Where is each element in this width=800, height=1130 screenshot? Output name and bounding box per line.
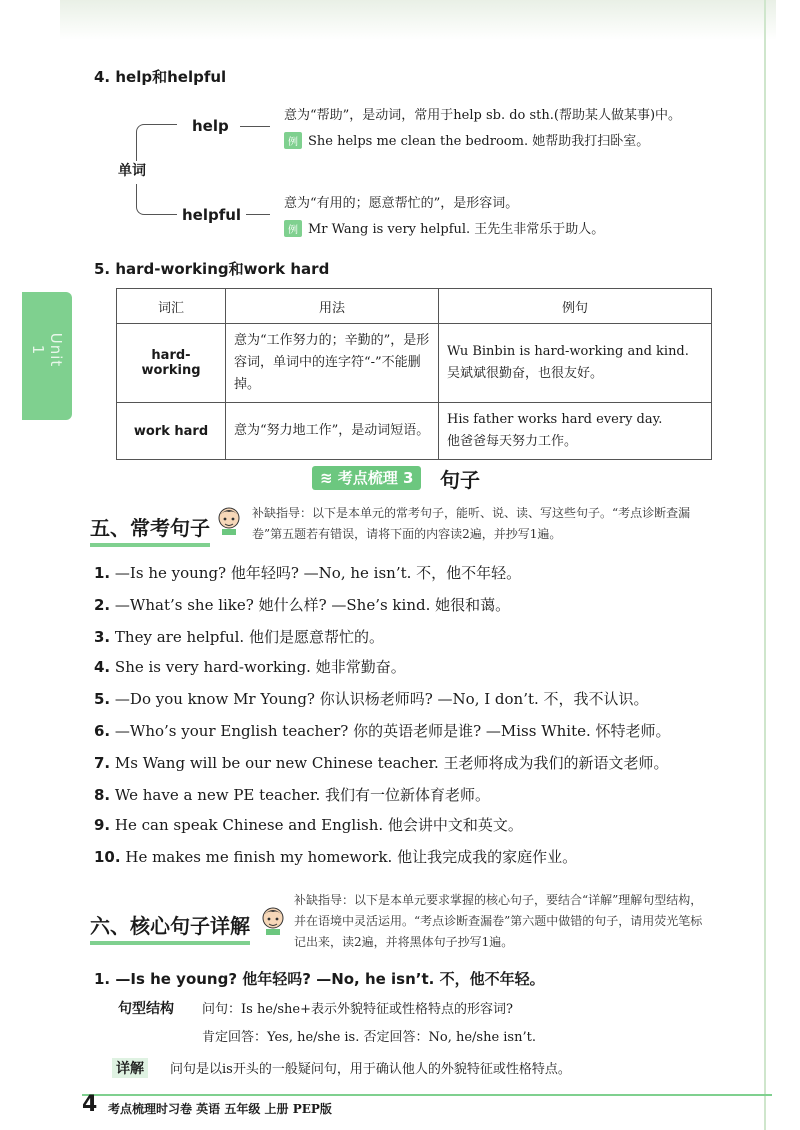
- sentence-text: She is very hard-working. 她非常勤奋。: [114, 658, 406, 676]
- table-cell-example: [439, 403, 712, 460]
- sentence-num: 10.: [94, 848, 121, 866]
- sentence-text: He makes me finish my homework. 他让我完成我的家庭作业。: [125, 848, 578, 866]
- part5-heading-text: 五、常考句子: [90, 516, 210, 540]
- part5-note: 补缺指导：以下是本单元的常考句子，能听、说、读、写这些句子。“考点诊断查漏卷”第五题若有错误，请将下面的内容读2遍，并抄写1遍。: [252, 506, 691, 541]
- core-sentence-1: 1. —Is he young? 他年轻吗? —No, he isn’t. 不，他不年轻。: [94, 970, 545, 988]
- table-row: [117, 403, 712, 460]
- sentence-text: —Who’s your English teacher? 你的英语老师是谁? —Miss White. 怀特老师。: [114, 722, 671, 740]
- section-banner: ≋ 考点梳理 3: [312, 466, 421, 490]
- table-header: 例句: [439, 289, 712, 324]
- sentence-text: Ms Wang will be our new Chinese teacher. 王老师将成为我们的新语文老师。: [114, 754, 669, 772]
- table-header-row: [117, 289, 712, 324]
- table-cell-usage: 意为“工作努力的；辛勤的”，是形容词，单词中的连字符“-”不能删掉。: [226, 324, 439, 403]
- help-connector: [240, 126, 270, 127]
- table-row: [117, 324, 712, 403]
- page-number: 4: [82, 1092, 98, 1117]
- part5-heading: [90, 512, 210, 541]
- sentence-item: [94, 626, 384, 647]
- example-en: Wu Binbin is hard-working and kind.: [447, 344, 689, 359]
- table-cell-word: work hard: [117, 403, 226, 460]
- heading-underline: [90, 543, 210, 547]
- unit-side-tab[interactable]: [22, 292, 72, 420]
- sentence-item: [94, 720, 671, 741]
- sentence-num: 5.: [94, 690, 111, 708]
- sentence-num: 3.: [94, 628, 111, 646]
- footer-text: 考点梳理时习卷 英语 五年级 上册 PEP版: [108, 1102, 332, 1116]
- part6-heading-text: 六、核心句子详解: [90, 914, 250, 938]
- usage-table: [116, 288, 712, 460]
- sentence-num: 1.: [94, 564, 111, 582]
- tree-branch-top: [136, 124, 177, 161]
- example-en: His father works hard every day.: [447, 412, 663, 427]
- explain-text: 问句是以is开头的一般疑问句，用于确认他人的外貌特征或性格特点。: [170, 1062, 571, 1077]
- sentence-text: He can speak Chinese and English. 他会讲中文和英文。: [114, 816, 523, 834]
- structure-label: 句型结构: [118, 1001, 174, 1017]
- table-cell-example: [439, 324, 712, 403]
- sentence-item: [94, 784, 490, 805]
- sentence-item: [94, 656, 406, 677]
- sentence-item: [94, 562, 521, 583]
- example-badge: 例: [284, 132, 302, 149]
- table-header: 词汇: [117, 289, 226, 324]
- sentence-item: [94, 846, 577, 867]
- sentence-num: 8.: [94, 786, 111, 804]
- section-title: 句子: [440, 468, 480, 492]
- sentence-item: [94, 688, 649, 709]
- structure-question: 问句：Is he/she+表示外貌特征或性格特点的形容词?: [202, 1002, 513, 1017]
- sentence-item: [94, 752, 669, 773]
- sentence-text: —What’s she like? 她什么样? —She’s kind. 她很和蔼。: [114, 596, 511, 614]
- student-avatar-icon: [214, 504, 244, 536]
- student-avatar-icon: [258, 904, 288, 936]
- table-cell-usage: 意为“努力地工作”，是动词短语。: [226, 403, 439, 460]
- unit-side-tab-label: Unit 1: [29, 332, 65, 368]
- sentence-num: 2.: [94, 596, 111, 614]
- tree-branch-bottom: [136, 184, 177, 215]
- example-badge: 例: [284, 220, 302, 237]
- helpful-example-row: [284, 218, 604, 237]
- sentence-num: 7.: [94, 754, 111, 772]
- help-example-row: [284, 130, 649, 149]
- sentence-num: 9.: [94, 816, 111, 834]
- page-edge: [764, 0, 776, 1130]
- sentence-text: They are helpful. 他们是愿意帮忙的。: [114, 628, 384, 646]
- helpful-meaning: 意为“有用的；愿意帮忙的”，是形容词。: [284, 196, 519, 211]
- sentence-item: [94, 594, 510, 615]
- helpful-word: helpful: [182, 206, 242, 224]
- helpful-example: Mr Wang is very helpful. 王先生非常乐于助人。: [308, 222, 605, 237]
- item4-heading: 4. help和helpful: [94, 68, 227, 86]
- part6-note: 补缺指导：以下是本单元要求掌握的核心句子，要结合“详解”理解句型结构，并在语境中灵活运用。“考点诊断查漏卷”第六题中做错的句子，请用荧光笔标记出来，读2遍，并将黑体句子抄写1遍。: [294, 893, 703, 949]
- part6-heading: [90, 910, 250, 939]
- table-header: 用法: [226, 289, 439, 324]
- top-band: [60, 0, 776, 40]
- sentence-num: 6.: [94, 722, 111, 740]
- example-zh: 吴斌斌很勤奋，也很友好。: [447, 366, 604, 381]
- sentence-text: —Do you know Mr Young? 你认识杨老师吗? —No, I don’t. 不，我不认识。: [114, 690, 649, 708]
- sentence-item: [94, 814, 523, 835]
- helpful-connector: [246, 214, 270, 215]
- heading-underline: [90, 941, 250, 945]
- help-word: help: [192, 117, 229, 135]
- footer-rule: [82, 1094, 772, 1096]
- sentence-num: 4.: [94, 658, 111, 676]
- help-meaning: 意为“帮助”，是动词，常用于help sb. do sth.(帮助某人做某事)中。: [284, 108, 682, 123]
- sentence-text: We have a new PE teacher. 我们有一位新体育老师。: [114, 786, 490, 804]
- example-zh: 他爸爸每天努力工作。: [447, 434, 578, 449]
- explain-label: 详解: [112, 1058, 148, 1078]
- tree-root-label: 单词: [118, 163, 146, 179]
- structure-answers: 肯定回答：Yes, he/she is. 否定回答：No, he/she isn’t.: [202, 1030, 536, 1045]
- sentence-text: —Is he young? 他年轻吗? —No, he isn’t. 不，他不年轻。: [114, 564, 522, 582]
- help-example: She helps me clean the bedroom. 她帮助我打扫卧室。: [308, 134, 650, 149]
- table-cell-word: hard-working: [117, 324, 226, 403]
- item5-heading: 5. hard-working和work hard: [94, 260, 330, 278]
